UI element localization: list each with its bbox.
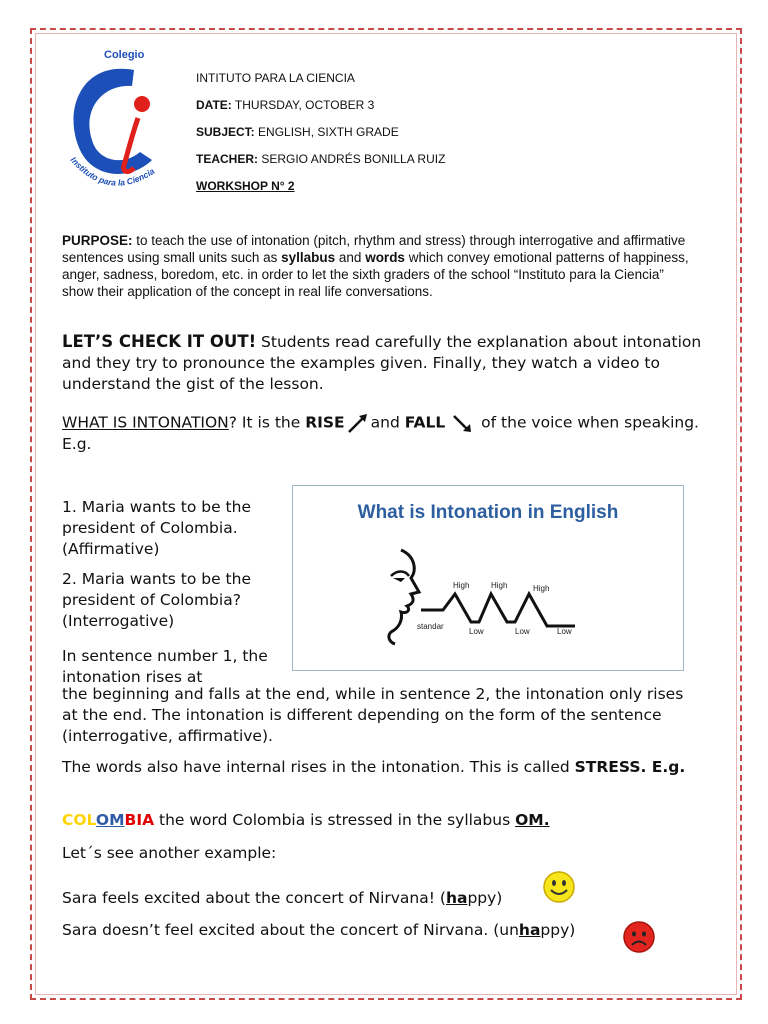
low-label-1: Low <box>469 627 484 636</box>
teacher-line <box>196 151 445 178</box>
face-profile-icon <box>389 550 419 644</box>
colombia-stressed-part: OM <box>95 811 125 829</box>
rise-word: RISE <box>305 413 345 432</box>
explanation-continued: the beginning and falls at the end, while in sentence 2, the intonation only rises at the end. The intonation is different depending on the form of the sentence (interrogative, affirmative). <box>62 685 684 745</box>
purpose-label: PURPOSE: <box>62 233 133 248</box>
teacher-label: TEACHER: <box>196 152 258 166</box>
purpose-bold-words: words <box>365 250 405 265</box>
sentence-1: 1. Maria wants to be the president of Colombia. (Affirmative) <box>62 498 251 558</box>
purpose-bold-syllabus: syllabus <box>281 250 336 265</box>
purpose-text-2: and <box>335 250 366 265</box>
sara2-end: ppy) <box>540 921 576 939</box>
sara-happy-sentence <box>62 888 502 909</box>
fall-arrow-icon <box>452 412 474 434</box>
colombia-om: OM. <box>515 811 550 829</box>
date-line <box>196 97 445 124</box>
fall-word: FALL <box>404 413 446 432</box>
sentence-2: 2. Maria wants to be the president of Colombia? (Interrogative) <box>62 570 251 630</box>
sad-face-icon <box>622 920 656 954</box>
happy-face-icon <box>542 870 576 904</box>
high-label-1: High <box>453 581 470 590</box>
teacher-value: SERGIO ANDRÉS BONILLA RUIZ <box>261 152 446 166</box>
subject-value: ENGLISH, SIXTH GRADE <box>258 125 399 139</box>
intonation-diagram <box>293 486 683 670</box>
sara1-text: Sara feels excited about the concert of Nirvana! ( <box>62 889 446 907</box>
explanation-start: In sentence number 1, the intonation rises at <box>62 647 268 686</box>
high-label-2: High <box>491 581 508 590</box>
figure-title: What is Intonation in English <box>357 502 619 523</box>
colombia-text: the word Colombia is stressed in the syllabus <box>154 811 516 829</box>
sara1-end: ppy) <box>467 889 503 907</box>
colombia-example <box>62 810 702 831</box>
what-text-1: ? It is the <box>228 413 306 432</box>
purpose-paragraph <box>62 232 694 300</box>
what-is-intonation-paragraph <box>62 412 702 455</box>
school-logo <box>62 40 184 210</box>
logo-c-shape <box>74 69 152 174</box>
high-label-3: High <box>533 584 550 593</box>
stress-text: The words also have internal rises in the intonation. This is called <box>62 758 575 776</box>
school-name: INTITUTO PARA LA CIENCIA <box>196 71 355 85</box>
check-text: Students read carefully the explanation about intonation and they try to pronounce the examples given. Finally, they watch a video to understand the gist of the lesson. <box>62 333 702 393</box>
rise-arrow-icon <box>347 412 369 434</box>
stress-bold: STRESS. E.g. <box>574 758 686 776</box>
sara2-text: Sara doesn’t feel excited about the concert of Nirvana. (un <box>62 921 519 939</box>
colombia-part-3: BIA <box>124 811 155 829</box>
eye-icon <box>393 578 405 582</box>
what-text-3: of the voice when speaking. E.g. <box>62 413 699 453</box>
subject-line <box>196 124 445 151</box>
purpose-text-3: which convey emotional patterns of happiness, anger, sadness, boredom, etc. in order to let the sixth graders of the school “Instituto para la Ciencia” show their application of the concept in real life conversations. <box>62 250 689 299</box>
intonation-wave <box>421 594 575 626</box>
what-text-2: and <box>370 413 405 432</box>
workshop-title: WORKSHOP N° 2 <box>196 179 295 193</box>
check-it-out-paragraph <box>62 331 702 395</box>
eye-brow <box>391 572 409 577</box>
check-heading: LET’S CHECK IT OUT! <box>62 332 257 351</box>
logo-top-text: Colegio <box>104 49 145 61</box>
intonation-figure <box>292 485 684 671</box>
logo-arc-text: Instituto para la Ciencia <box>68 154 157 188</box>
subject-label: SUBJECT: <box>196 125 255 139</box>
date-value: THURSDAY, OCTOBER 3 <box>234 98 375 112</box>
purpose-text-1: to teach the use of intonation (pitch, rhythm and stress) through interrogative and affirmative sentences using small units such as <box>62 233 686 265</box>
sara-unhappy-sentence <box>62 920 575 941</box>
header-info <box>196 70 445 205</box>
stress-paragraph <box>62 757 702 778</box>
standar-label: standar <box>417 622 444 631</box>
sara2-stress: ha <box>518 921 541 939</box>
logo-i-dot <box>134 96 150 112</box>
what-question: WHAT IS INTONATION <box>62 413 229 432</box>
workshop-line <box>196 178 445 205</box>
sara1-stress: ha <box>445 889 468 907</box>
date-label: DATE: <box>196 98 232 112</box>
colombia-part-1: COL <box>62 811 96 829</box>
low-label-2: Low <box>515 627 530 636</box>
low-label-3: Low <box>557 627 572 636</box>
another-example-line: Let´s see another example: <box>62 844 277 862</box>
